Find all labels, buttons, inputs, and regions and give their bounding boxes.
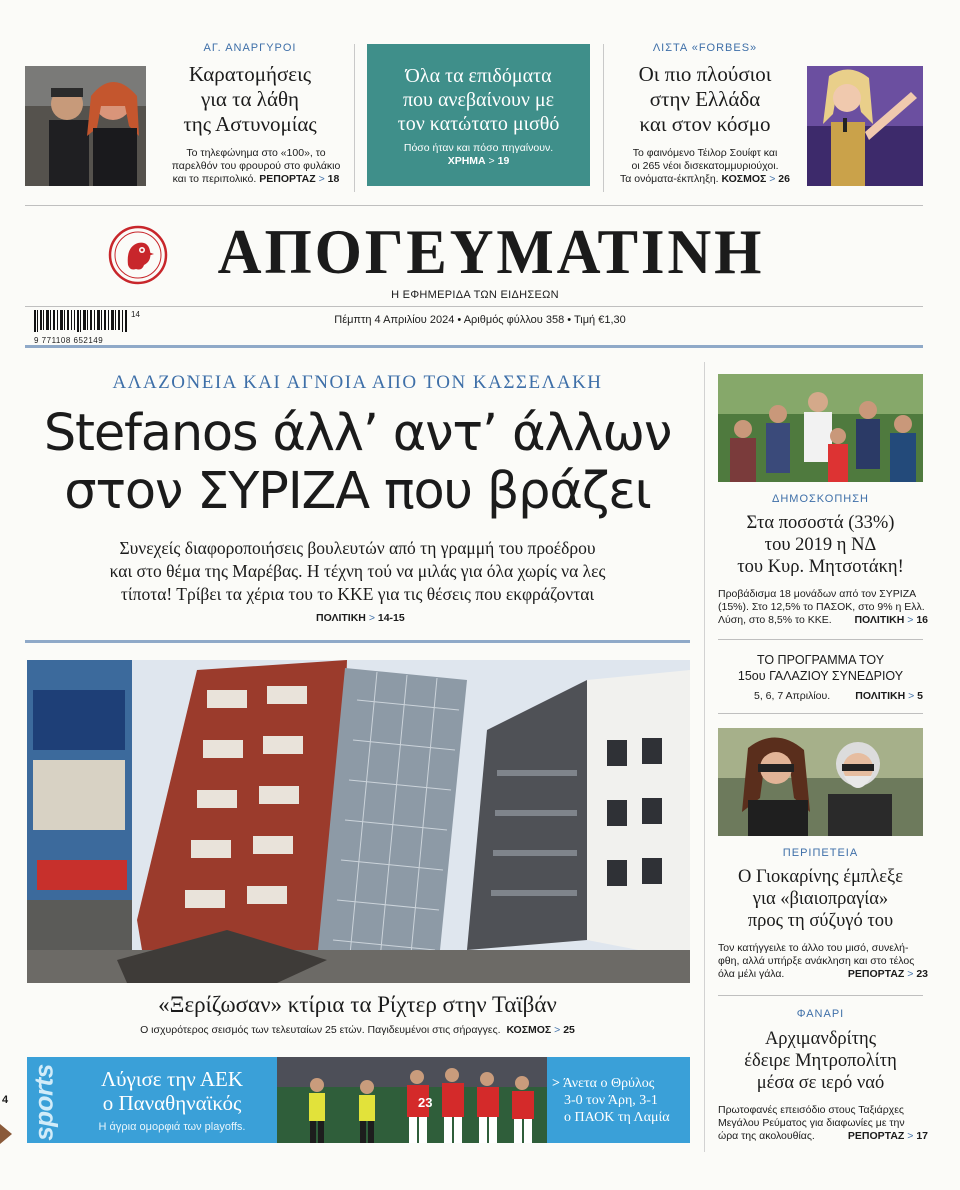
arrow-icon: > [552,1076,560,1091]
giokarinis-photo [718,728,923,836]
arrow-icon: > [908,690,915,702]
benefits-headline-line: Όλα τα επιδόματα [405,65,552,87]
lead-kicker: ΑΛΑΖΟΝΕΙΑ ΚΑΙ ΑΓΝΟΙΑ ΑΠΟ ΤΟΝ ΚΑΣΣΕΛΑΚΗ [112,372,603,393]
barcode-issue: 14 [131,310,140,319]
summary-line: οι 265 νέοι δισεκατομμυριούχοι. [631,160,779,172]
arrow-icon: > [907,614,914,626]
adventure-headline-line: για «βιαιοπραγία» [752,889,889,909]
lead-body-line: τίποτα! Τρίβει τα χέρια του το ΚΚΕ για τις θέσεις που εκφράζονται [120,584,595,604]
sports-side-line [552,1075,690,1092]
adventure-kicker: ΠΕΡΙΠΕΤΕΙΑ [782,847,859,859]
summary-text: και το περιπολικό. [172,173,257,185]
poll-body-text: Λύση, στο 8,5% το ΚΚΕ. [718,614,832,626]
page-ref[interactable]: 18 [327,173,340,185]
singer-photo [807,66,923,186]
masthead-subtitle: Η ΕΦΗΜΕΡΙΔΑ ΤΩΝ ΕΙΔΗΣΕΩΝ [391,289,559,301]
logo-emblem [108,225,168,285]
benefits-promo-box[interactable] [367,44,590,186]
page-ref[interactable]: 23 [916,968,928,980]
lead-ref [316,612,476,625]
lead-headline[interactable] [25,405,690,521]
page-marker-diamond [0,1124,12,1144]
sports-headline-line: ο Παναθηναϊκός [102,1091,242,1115]
arrow-icon: > [554,1024,561,1036]
section-label[interactable]: ΠΟΛΙΤΙΚΗ [855,690,906,702]
summary-line: Το τηλεφώνημα στο «100», το [186,147,326,159]
summary-line [150,173,362,186]
adventure-headline-line: προς τη σύζυγό του [747,911,894,931]
section-label[interactable]: ΠΟΛΙΤΙΚΗ [316,612,366,624]
masthead-title[interactable]: ΑΠΟΓΕΥΜΑΤΙΝΗ [217,216,765,287]
page-ref[interactable]: 5 [917,690,923,702]
congress-ref [718,690,923,703]
benefits-headline-line: τον κατώτατο μισθό [397,113,560,135]
page-ref[interactable]: 14-15 [377,612,405,624]
taiwan-headline[interactable]: «Ξερίζωσαν» κτίρια τα Ρίχτερ στην Ταϊβάν [158,992,557,1017]
barcode-number: 9 771108 652149 [34,336,104,345]
left-promo-headline-line: της Αστυνομίας [183,112,317,136]
section-label[interactable]: ΡΕΠΟΡΤΑΖ [847,968,905,980]
congress-dates: 5, 6, 7 Απριλίου. [754,690,831,702]
section-label[interactable]: ΠΟΛΙΤΙΚΗ [854,614,905,626]
church-headline-line: έδειρε Μητροπολίτη [744,1051,897,1071]
summary-line: Το φαινόμενο Τέιλορ Σουίφτ και [632,147,778,159]
left-promo-kicker: ΑΓ. ΑΝΑΡΓΥΡΟΙ [203,42,297,54]
sports-side-line: ο ΠΑΟΚ τη Λαμία [564,1110,670,1125]
date-line: Πέμπτη 4 Απριλίου 2024 • Αριθμός φύλλου 358 • Τιμή €1,30 [334,314,626,326]
page-ref[interactable]: 19 [497,155,510,167]
poll-body-line: Προβάδισμα 18 μονάδων από τον ΣΥΡΙΖΑ [718,588,917,600]
left-promo-headline-line: για τα λάθη [200,87,300,111]
sports-side-text: Άνετα ο Θρύλος [562,1076,655,1091]
lead-headline-line: στον ΣΥΡΙΖΑ που βράζει [64,462,651,521]
right-promo-headline-line: στην Ελλάδα [649,87,761,111]
benefits-headline-line: που ανεβαίνουν με [402,89,555,111]
poll-headline-line: του Κυρ. Μητσοτάκη! [737,557,904,577]
mitsotakis-crowd-photo [718,374,923,482]
right-promo-headline-line: και στον κόσμο [639,112,771,136]
sports-label: sports [28,1064,59,1141]
summary-text: Τα ονόματα-έκπληξη. [620,173,719,185]
right-promo-headline-line: Οι πιο πλούσιοι [638,62,772,86]
arrow-icon: > [769,173,776,185]
sports-side-line: 3-0 τον Άρη, 3-1 [564,1093,658,1108]
column-divider [603,44,604,192]
church-body [718,1104,928,1143]
adventure-body [718,942,928,981]
page-ref[interactable]: 26 [778,173,790,185]
church-body-line: Μεγάλου Ρεύματος για διαφωνίες με την [718,1117,905,1129]
football-photo [277,1057,547,1143]
right-promo-summary [605,147,805,186]
arrow-icon: > [488,155,495,167]
sports-side-story [552,1075,690,1126]
adventure-headline-line: Ο Γιοκαρίνης έμπλεξε [737,867,904,887]
left-promo-headline-line: Καρατομήσεις [188,62,312,86]
poll-body-line [718,614,928,627]
congress-box[interactable] [718,652,923,684]
adventure-headline[interactable] [718,866,923,932]
left-promo-headline[interactable] [150,62,350,137]
taiwan-summary [25,1024,690,1037]
page-marker-number: 4 [2,1094,9,1106]
couple-photo [25,66,146,186]
sports-headline [67,1067,277,1115]
church-headline-line: Αρχιμανδρίτης [764,1029,877,1049]
church-body-line [718,1130,928,1143]
benefits-summary [367,142,590,168]
church-headline-line: μέσα σε ιερό ναό [756,1073,885,1093]
lead-headline-line: Stefanos άλλ’ αντ’ άλλων [43,404,672,463]
arrow-icon: > [907,968,914,980]
jersey-number: 23 [418,1095,433,1110]
congress-line: 15ου ΓΑΛΑΖΙΟΥ ΣΥΝΕΔΡΙΟΥ [737,669,904,683]
summary-line: παρελθόν του φρουρού στο φυλάκιο [171,160,341,172]
section-label[interactable]: ΚΟΣΜΟΣ [721,173,767,185]
summary-line [367,155,590,168]
poll-headline-line: Στα ποσοστά (33%) [746,513,895,533]
adventure-body-line: φθη, αλλά υπήρξε ανάκληση και στο τέλος [718,955,915,967]
lead-body-line: και στο θέμα της Μαρέβας. Η τέχνη τού να μιλάς για όλα χωρίς να λες [109,561,606,581]
arrow-icon: > [318,173,325,185]
lead-body-line: Συνεχείς διαφοροποιήσεις βουλευτών από τη γραμμή του προέδρου [119,538,596,558]
adventure-body-line [718,968,928,981]
section-label[interactable]: ΧΡΗΜΑ [447,155,486,167]
sports-headline-line: Λύγισε την ΑΕΚ [100,1067,244,1091]
benefits-headline [367,64,590,136]
right-promo-kicker: ΛΙΣΤΑ «FORBES» [652,42,758,54]
page-ref[interactable]: 17 [916,1130,928,1142]
adventure-body-text: όλα μέλι γάλα. [718,968,785,980]
adventure-body-line: Τον κατήγγειλε το άλλο του μισό, συνελή- [718,942,909,954]
church-body-text: ώρα της ακολουθίας. [718,1130,815,1142]
summary-line: Πόσο ήταν και πόσο πηγαίνουν. [403,142,554,154]
column-divider [354,44,355,192]
lead-body [25,537,690,606]
church-headline[interactable] [718,1028,923,1094]
poll-kicker: ΔΗΜΟΣΚΟΠΗΣΗ [772,493,869,505]
left-promo-summary [150,147,362,186]
page-ref[interactable]: 25 [563,1024,575,1036]
poll-headline-line: του 2019 η ΝΔ [764,535,877,555]
poll-body-line: (15%). Στο 12,5% το ΠΑΣΟΚ, στο 9% η Ελλ. [718,601,925,613]
page-ref[interactable]: 16 [916,614,928,626]
church-kicker: ΦΑΝΑΡΙ [796,1008,845,1020]
poll-body [718,588,928,627]
sidebar-divider [704,362,705,1152]
barcode [34,310,144,345]
section-label[interactable]: ΚΟΣΜΟΣ [506,1024,552,1036]
section-label[interactable]: ΡΕΠΟΡΤΑΖ [259,173,316,185]
earthquake-photo[interactable] [27,660,690,983]
summary-text: Ο ισχυρότερος σεισμός των τελευταίων 25 ετών. Παγιδευμένοι στις σήραγγες. [140,1024,501,1036]
church-body-line: Πρωτοφανές επεισόδιο στους Ταξιάρχες [718,1104,904,1116]
summary-line [605,173,805,186]
sports-banner[interactable] [27,1057,690,1143]
arrow-icon: > [907,1130,914,1142]
section-label[interactable]: ΡΕΠΟΡΤΑΖ [847,1130,905,1142]
sports-subline: Η άγρια ομορφιά των playoffs. [98,1121,246,1133]
right-promo-headline[interactable] [605,62,805,137]
congress-line: ΤΟ ΠΡΟΓΡΑΜΜΑ ΤΟΥ [756,653,885,667]
arrow-icon: > [368,612,375,624]
poll-headline[interactable] [718,512,923,578]
